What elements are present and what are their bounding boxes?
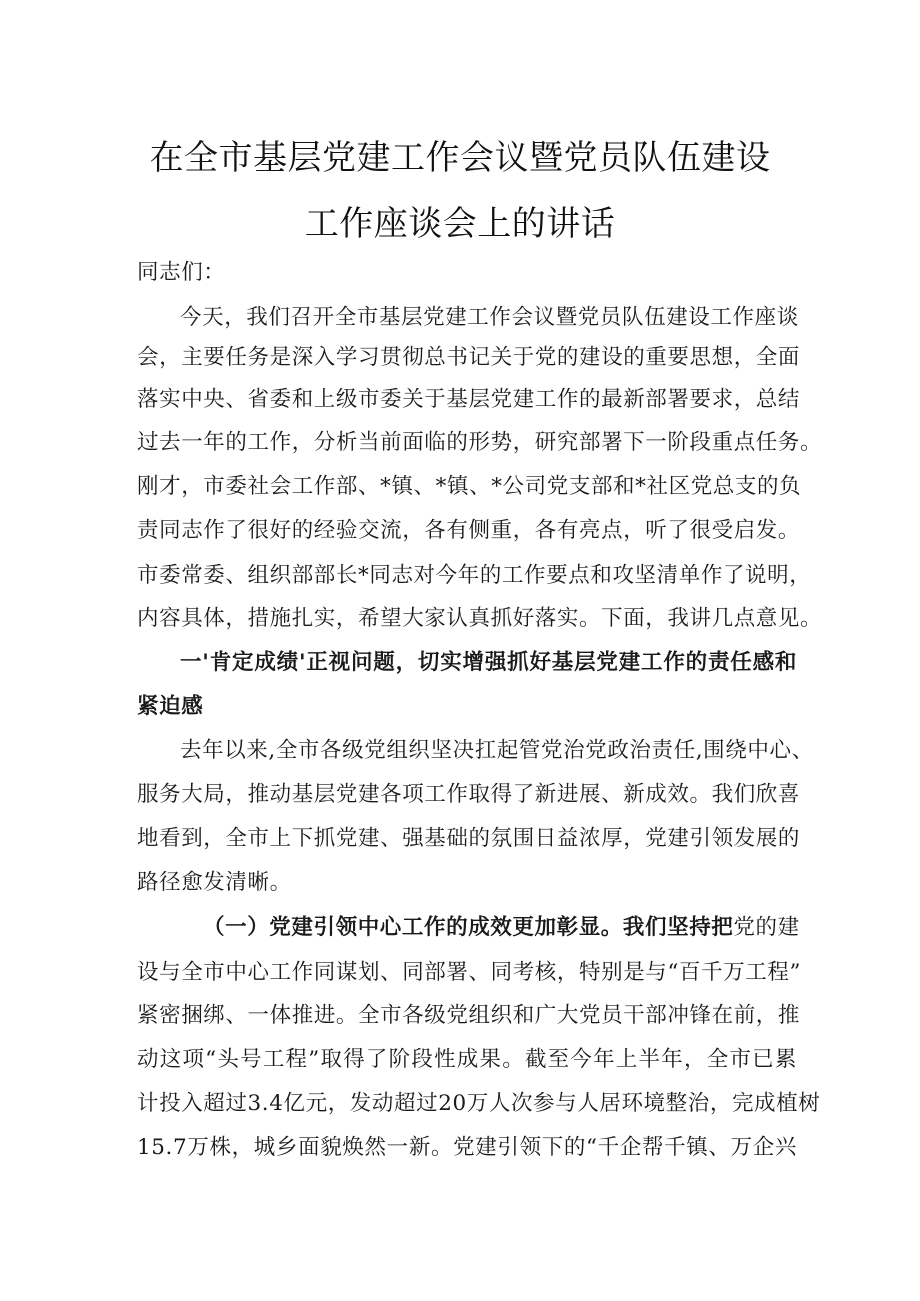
paragraph-line: 会，主要任务是深入学习贯彻总书记关于党的建设的重要思想，全面 xyxy=(137,345,801,370)
paragraph-line: 落实中央、省委和上级市委关于基层党建工作的最新部署要求，总结 xyxy=(137,387,801,412)
paragraph-line: 去年以来,全市各级党组织坚决扛起管党治党政治责任,围绕中心、 xyxy=(180,738,814,763)
paragraph-line: 计投入超过3.4亿元，发动超过20万人次参与人居环境整治，完成植树 xyxy=(137,1091,821,1116)
paragraph-line: 设与全市中心工作同谋划、同部署、同考核，特别是与“百千万工程” xyxy=(137,960,802,985)
paragraph-line: 市委常委、组织部部长*同志对今年的工作要点和攻坚清单作了说明， xyxy=(137,563,812,588)
paragraph-line: 今天，我们召开全市基层党建工作会议暨党员队伍建设工作座谈 xyxy=(180,305,799,330)
paragraph-line: 过去一年的工作，分析当前面临的形势，研究部署下一阶段重点任务。 xyxy=(137,430,823,455)
paragraph-line: 动这项“头号工程”取得了阶段性成果。截至今年上半年，全市已累 xyxy=(137,1047,797,1072)
section-heading-line: 一'肯定成绩'正视问题，切实增强抓好基层党建工作的责任感和 xyxy=(180,650,797,675)
paragraph-line: 15.7万株，城乡面貌焕然一新。党建引领下的“千企帮千镇、万企兴 xyxy=(137,1135,797,1160)
subsection-heading: （一）党建引领中心工作的成效更加彰显。我们坚持把 xyxy=(203,915,734,940)
subsection-lead-text: 党的建 xyxy=(733,915,800,940)
salutation: 同志们： xyxy=(137,260,226,285)
paragraph-line: 内容具体，措施扎实，希望大家认真抓好落实。下面，我讲几点意见。 xyxy=(137,606,823,631)
subsection-lead-line xyxy=(203,913,800,943)
document-title-line-1: 在全市基层党建工作会议暨党员队伍建设 xyxy=(149,138,771,178)
paragraph-line: 路径愈发清晰。 xyxy=(137,870,292,895)
section-heading-line: 紧迫感 xyxy=(137,694,204,719)
paragraph-line: 服务大局，推动基层党建各项工作取得了新进展、新成效。我们欣喜 xyxy=(137,782,801,807)
paragraph-line: 紧密捆绑、一体推进。全市各级党组织和广大党员干部冲锋在前，推 xyxy=(137,1003,801,1028)
document-title-line-2: 工作座谈会上的讲话 xyxy=(304,204,616,244)
paragraph-line: 地看到，全市上下抓党建、强基础的氛围日益浓厚，党建引领发展的 xyxy=(137,826,801,851)
paragraph-line: 刚才，市委社会工作部、*镇、*镇、*公司党支部和*社区党总支的负 xyxy=(137,474,802,499)
paragraph-line: 责同志作了很好的经验交流，各有侧重，各有亮点，听了很受启发。 xyxy=(137,518,801,543)
